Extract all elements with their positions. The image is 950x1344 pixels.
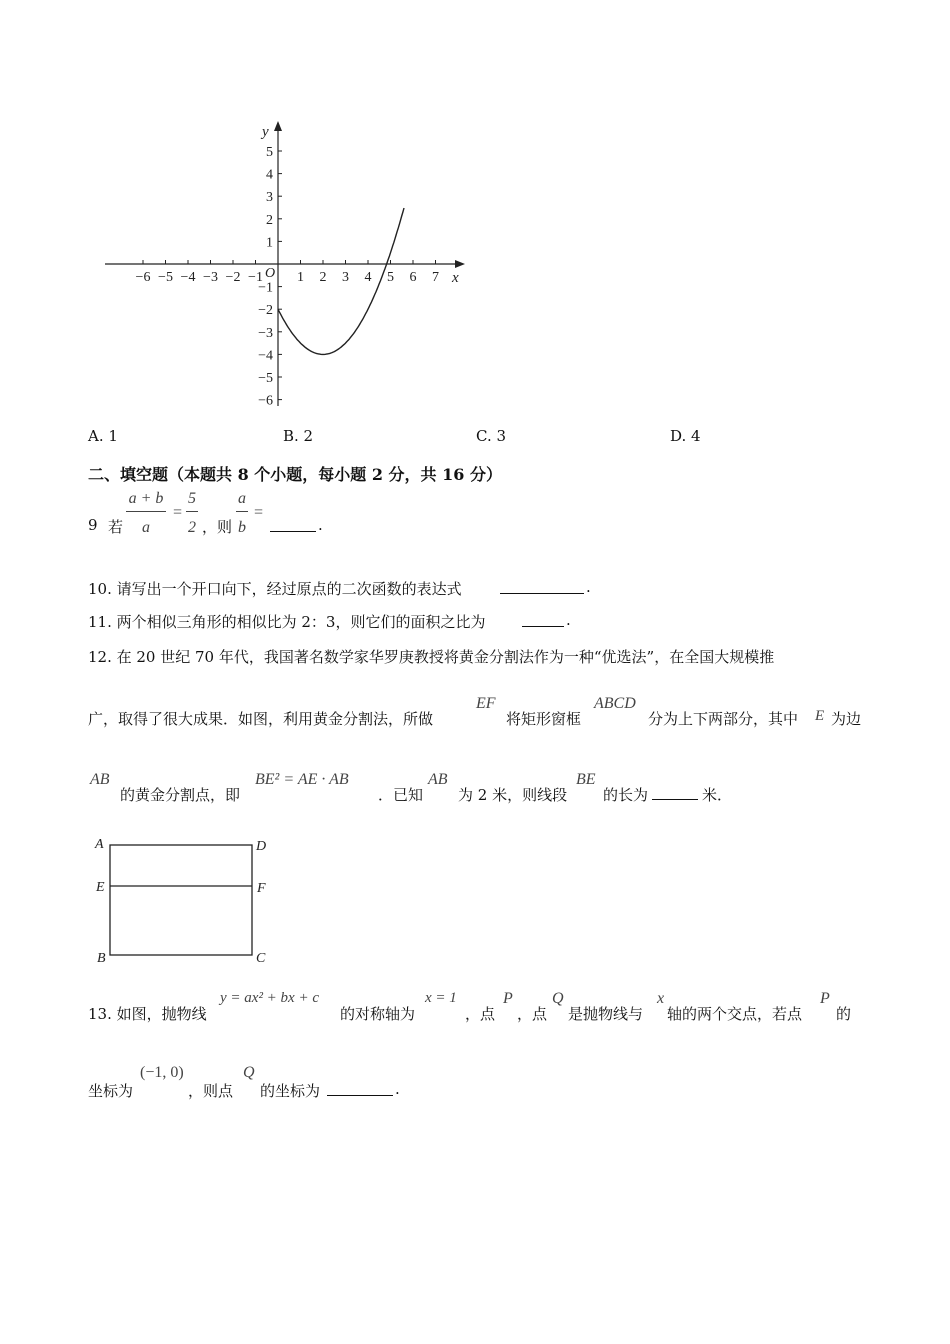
q11-text: 11. 两个相似三角形的相似比为 2：3，则它们的面积之比为	[88, 613, 486, 631]
q9-frac2-num: 5	[188, 490, 196, 507]
option-b: B. 2	[283, 427, 314, 445]
window-rect	[110, 845, 252, 955]
x-axis-label: x	[452, 270, 459, 286]
q12-ef: EF	[476, 695, 496, 712]
q12-line3e: 米．	[702, 786, 733, 804]
y-tick-label: −3	[258, 325, 273, 341]
q12-line1: 12. 在 20 世纪 70 年代，我国著名数学家华罗庚教授将黄金分割法作为一种“优选法”，在全国大规模推	[88, 648, 775, 666]
label-d: D	[256, 839, 267, 854]
q13-line2b: ，则点	[188, 1082, 234, 1100]
q12-line3a: 的黄金分割点，即	[120, 786, 241, 804]
q9-frac3-bar	[236, 511, 248, 512]
label-b: B	[97, 951, 106, 966]
q9-frac2-bar	[186, 511, 198, 512]
q12-line2a: 广，取得了很大成果．如图，利用黄金分割法，所做	[88, 710, 434, 728]
y-tick-label: −5	[258, 371, 273, 386]
q13-axis: x = 1	[425, 990, 457, 1006]
q13-q1: Q	[552, 990, 564, 1007]
q12-line2b: 将矩形窗框	[506, 710, 582, 728]
y-tick-label: −4	[258, 348, 273, 364]
y-tick-label: −1	[258, 280, 273, 296]
q13-line1e: 是抛物线与	[568, 1005, 644, 1023]
x-tick-label: −6	[135, 270, 151, 285]
x-tick-label: 7	[432, 270, 439, 285]
q12-line3c: 为 2 米，则线段	[458, 786, 568, 804]
q12-ab1: AB	[90, 771, 110, 788]
q9-frac2-den: 2	[188, 519, 196, 536]
q9-answer-blank[interactable]	[270, 517, 316, 532]
x-tick-label: 2	[319, 270, 327, 285]
y-tick-label: 2	[266, 212, 273, 228]
q12-be: BE	[576, 771, 596, 788]
parabola-graph	[95, 115, 475, 415]
q12-formula: BE² = AE · AB	[255, 771, 349, 788]
y-tick-label: 1	[266, 235, 273, 251]
q12-answer-blank[interactable]	[652, 785, 698, 800]
y-tick-label: 5	[266, 145, 273, 160]
q9-eq2: =	[253, 504, 264, 521]
q13-line1c: ，点	[465, 1005, 496, 1023]
option-c: C. 3	[476, 427, 507, 445]
option-d: D. 4	[670, 427, 701, 445]
q13-line1f: 轴的两个交点，若点	[667, 1005, 803, 1023]
option-a: A. 1	[88, 427, 118, 445]
q13-coord: (−1, 0)	[140, 1064, 184, 1081]
q13-xvar: x	[657, 990, 665, 1007]
q13-line1g: 的	[836, 1005, 852, 1023]
x-tick-label: 5	[387, 270, 394, 285]
y-tick-label: −6	[258, 393, 273, 409]
q12-line3b: ．已知	[378, 786, 424, 804]
x-tick-label: 6	[409, 270, 417, 285]
y-tick-label: 3	[266, 190, 273, 206]
q9-frac1-den: a	[142, 519, 150, 536]
y-tick-label: 4	[266, 167, 273, 183]
q13-p1: P	[503, 990, 513, 1007]
q9-frac3-num: a	[238, 490, 246, 507]
q9-end: .	[318, 516, 323, 534]
q9-eq1: =	[172, 504, 183, 521]
q12-e: E	[815, 708, 825, 724]
q11-end: .	[566, 611, 571, 629]
x-axis-arrow	[455, 260, 465, 268]
q10-text: 10. 请写出一个开口向下，经过原点的二次函数的表达式	[88, 580, 462, 598]
golden-window-figure	[90, 830, 280, 970]
q9-number: 9	[88, 516, 98, 534]
q13-q2: Q	[243, 1064, 255, 1081]
q9-frac1-num: a + b	[128, 490, 164, 507]
x-tick-label: −3	[203, 270, 218, 285]
x-tick-label: −5	[158, 270, 173, 285]
q9-mid: ，则	[202, 518, 233, 536]
q12-line3d: 的长为	[603, 786, 649, 804]
q13-p2: P	[820, 990, 830, 1007]
label-a: A	[95, 837, 104, 852]
q13-line2c: 的坐标为	[260, 1082, 321, 1100]
q13-answer-blank[interactable]	[327, 1081, 393, 1096]
q10-answer-blank[interactable]	[500, 579, 584, 594]
q13-line1b: 的对称轴为	[340, 1005, 416, 1023]
q12-ab2: AB	[428, 771, 448, 788]
q9-frac3-den: b	[238, 519, 246, 536]
q13-line1d: ，点	[517, 1005, 548, 1023]
x-tick-label: −4	[180, 270, 196, 285]
y-axis-arrow	[274, 121, 282, 131]
q12-line2d: 为边	[831, 710, 862, 728]
section-heading: 二、填空题（本题共 8 个小题，每小题 2 分，共 16 分）	[88, 465, 502, 484]
origin-label: O	[265, 266, 276, 281]
x-tick-label: 4	[364, 270, 372, 285]
y-tick-label: −2	[258, 303, 273, 319]
label-e: E	[96, 880, 105, 895]
q11-answer-blank[interactable]	[522, 612, 564, 627]
x-tick-label: −2	[225, 270, 241, 285]
x-tick-labels	[136, 270, 439, 285]
x-tick-label: 1	[297, 270, 304, 285]
q13-end: .	[395, 1080, 400, 1098]
label-f: F	[257, 881, 266, 896]
q13-line1a: 13. 如图，抛物线	[88, 1005, 207, 1023]
q10-end: .	[586, 578, 591, 596]
q13-line2a: 坐标为	[88, 1082, 134, 1100]
q13-eq: y = ax² + bx + c	[220, 990, 319, 1006]
q12-abcd: ABCD	[594, 695, 636, 712]
q9-frac1-bar	[126, 511, 166, 512]
q9-ruo: 若	[108, 518, 124, 536]
y-axis-label: y	[262, 124, 269, 140]
q12-line2c: 分为上下两部分，其中	[648, 710, 799, 728]
label-c: C	[256, 951, 266, 966]
x-tick-label: 3	[342, 270, 349, 285]
x-tick-label: −1	[248, 270, 263, 285]
